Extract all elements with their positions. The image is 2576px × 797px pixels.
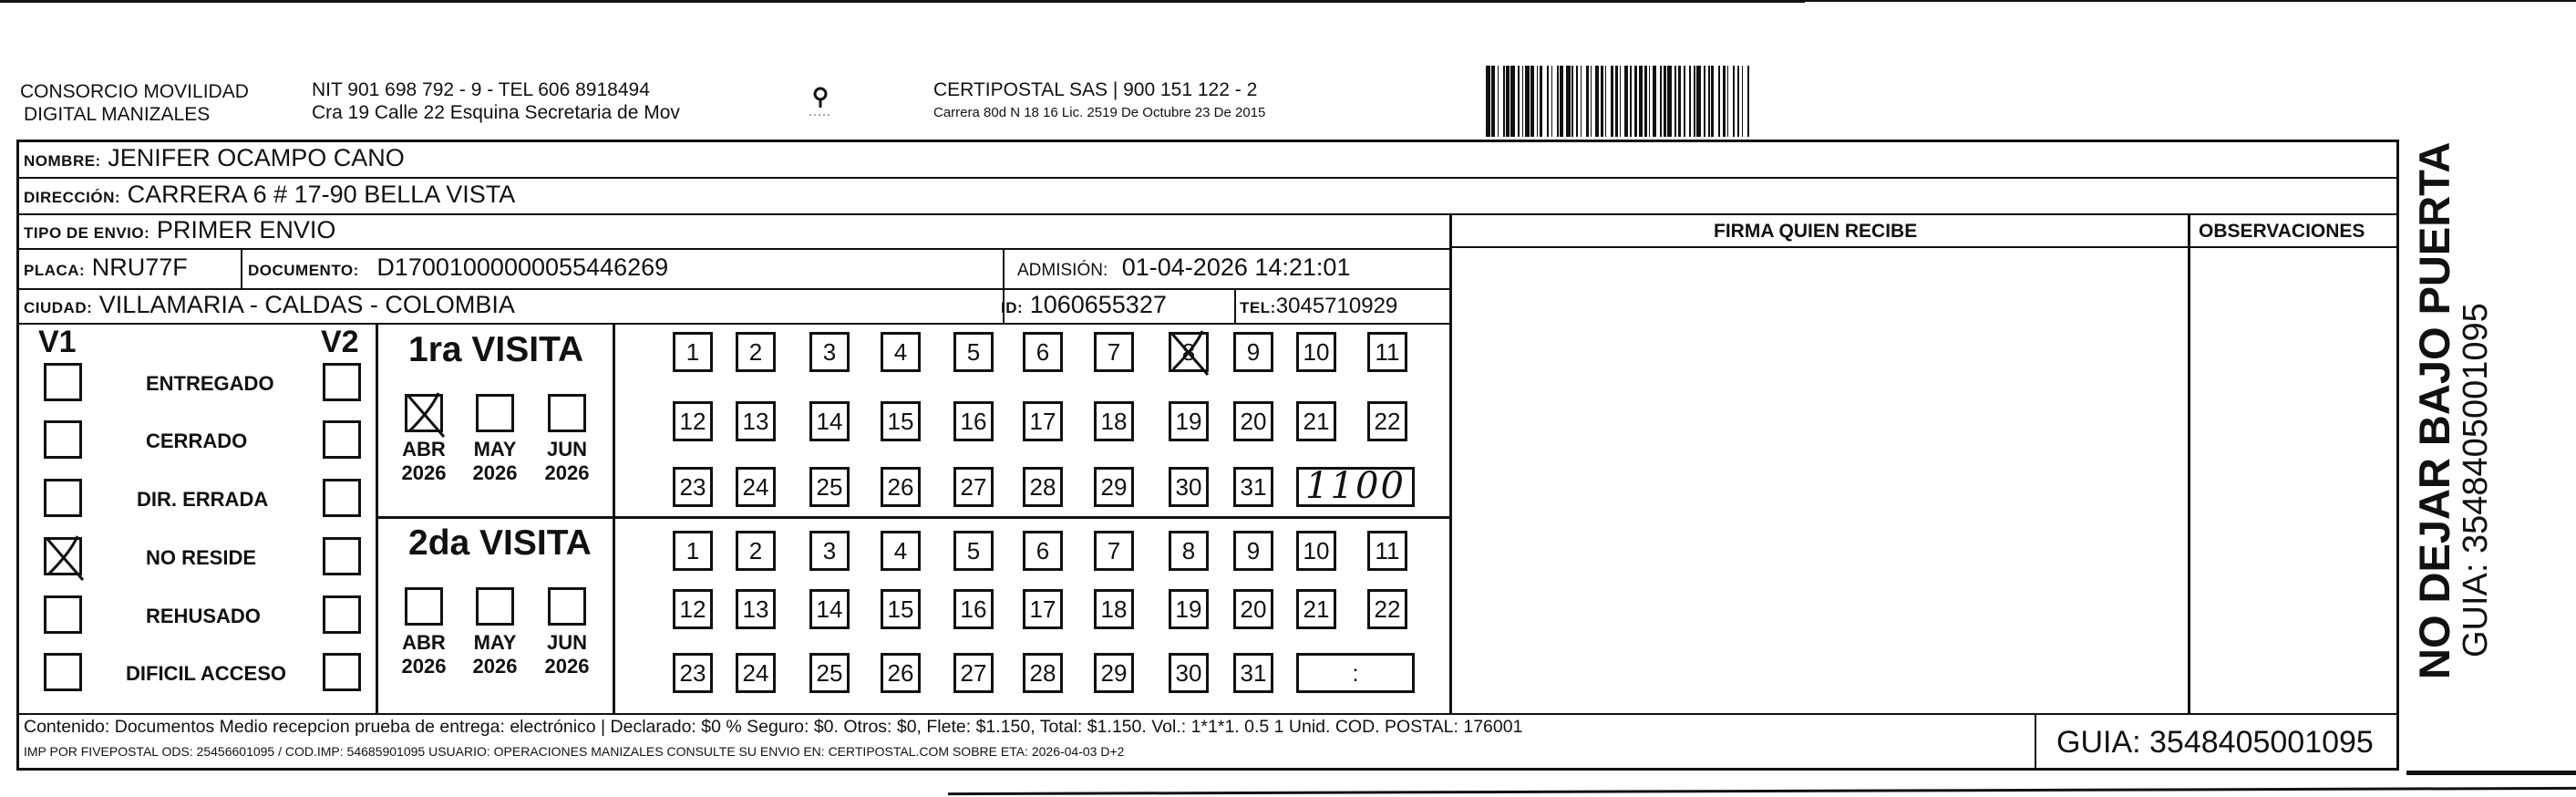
- option-label: DIFICIL ACCESO: [126, 662, 287, 685]
- second-visit-day-box[interactable]: [953, 653, 994, 693]
- ciudad-field: [24, 291, 515, 319]
- day-number: 2: [748, 338, 763, 366]
- second-visit-day-box[interactable]: [1023, 653, 1063, 693]
- firma-label: FIRMA QUIEN RECIBE: [1714, 221, 1918, 242]
- second-visit-day-box[interactable]: [1169, 589, 1209, 629]
- footer-guia: GUIA: 3548405001095: [2056, 725, 2374, 760]
- day-number: 29: [1100, 473, 1128, 501]
- row-line: [1450, 246, 2399, 248]
- day-number: 9: [1246, 537, 1261, 564]
- day-number: 7: [1107, 537, 1121, 564]
- first-visit-day-box[interactable]: [1233, 332, 1273, 372]
- tel-label: TEL:: [1240, 299, 1276, 316]
- day-number: 6: [1036, 338, 1050, 366]
- day-number: 22: [1374, 595, 1401, 623]
- first-visit-day-box[interactable]: [1023, 467, 1063, 507]
- v1-checkbox[interactable]: [44, 479, 82, 517]
- courier-line-2: Carrera 80d N 18 16 Lic. 2519 De Octubre 23 De 2015: [933, 105, 1266, 120]
- v1-label: V1: [38, 325, 77, 359]
- second-visit-day-box[interactable]: [673, 653, 713, 693]
- documento-label: DOCUMENTO:: [248, 262, 359, 279]
- first-visit-day-box[interactable]: [953, 401, 994, 441]
- v1-checkbox[interactable]: [44, 595, 82, 634]
- day-number: 14: [816, 408, 843, 435]
- v1-checkbox[interactable]: [44, 653, 82, 691]
- second-visit-day-box[interactable]: [953, 589, 994, 629]
- row-line: [16, 177, 2399, 179]
- first-visit-day-box[interactable]: [673, 401, 713, 441]
- imp-text: IMP POR FIVEPOSTAL ODS: 25456601095 / COD.IMP: 54685901095 USUARIO: OPERACIONES MANIZALES CONSULTE SU ENVIO EN: CERTIPOSTAL.COM SOBRE ETA: 2026-04-03 D+2: [24, 744, 1125, 759]
- day-number: 19: [1175, 595, 1202, 623]
- second-visit-day-box[interactable]: [1367, 589, 1407, 629]
- day-number: 27: [960, 659, 987, 687]
- v1-checkbox[interactable]: [44, 420, 82, 459]
- second-visit-day-box[interactable]: [809, 653, 850, 693]
- company-line-1: CONSORCIO MOVILIDAD: [20, 81, 249, 102]
- second-visit-day-box[interactable]: [673, 589, 713, 629]
- day-number: 27: [960, 473, 987, 501]
- day-number: 11: [1375, 537, 1400, 564]
- month-name: MAY: [473, 438, 517, 461]
- month-name: ABR: [402, 438, 446, 461]
- second-visit-day-box[interactable]: [1169, 653, 1209, 693]
- month-name: ABR: [402, 631, 446, 654]
- nombre-value: JENIFER OCAMPO CANO: [108, 144, 405, 171]
- second-visit-day-box[interactable]: [736, 653, 776, 693]
- day-number: 17: [1029, 408, 1056, 435]
- admision-field: [1017, 254, 1350, 282]
- top-edge-line: [0, 0, 1805, 3]
- nombre-row: [24, 144, 405, 172]
- day-number: 7: [1107, 338, 1121, 366]
- day-number: 26: [887, 659, 914, 687]
- month-name: MAY: [473, 631, 517, 654]
- first-visit-day-box[interactable]: [1169, 467, 1209, 507]
- first-visit-day-box[interactable]: [736, 401, 776, 441]
- second-visit-day-box[interactable]: [736, 531, 776, 571]
- day-number: 31: [1240, 473, 1267, 501]
- day-number: 15: [887, 408, 914, 435]
- bottom-edge-line: [2406, 771, 2576, 775]
- day-check-mark: [1166, 326, 1221, 380]
- second-visit-time: :: [1352, 659, 1359, 687]
- day-number: 25: [816, 659, 843, 687]
- second-visit-time-box[interactable]: [1296, 653, 1415, 693]
- first-visit-day-box[interactable]: [1296, 401, 1336, 441]
- no-dejar-bajo-puerta: NO DEJAR BAJO PUERTA: [2410, 141, 2458, 679]
- second-visit-day-box[interactable]: [1023, 589, 1063, 629]
- day-number: 2: [748, 537, 763, 564]
- v1-checkbox[interactable]: [44, 363, 82, 401]
- first-visit-month-checkbox[interactable]: [548, 394, 586, 432]
- day-number: 31: [1240, 659, 1267, 687]
- day-number: 15: [887, 595, 914, 623]
- first-visit-day-box[interactable]: [809, 332, 850, 372]
- day-number: 13: [742, 595, 769, 623]
- day-number: 14: [816, 595, 843, 623]
- first-visit-day-box[interactable]: [881, 467, 921, 507]
- day-number: 16: [960, 595, 987, 623]
- tel-value: 3045710929: [1275, 294, 1398, 318]
- first-visit-day-box[interactable]: [736, 332, 776, 372]
- ciudad-value: VILLAMARIA - CALDAS - COLOMBIA: [98, 291, 515, 318]
- first-visit-day-box[interactable]: [1094, 467, 1134, 507]
- v2-checkbox[interactable]: [323, 420, 361, 459]
- nit-line: NIT 901 698 792 - 9 - TEL 606 8918494: [312, 79, 650, 100]
- v2-checkbox[interactable]: [323, 479, 361, 517]
- second-visit-day-box[interactable]: [953, 531, 994, 571]
- second-visit-day-box[interactable]: [1169, 531, 1209, 571]
- month-label: [392, 438, 456, 485]
- ciudad-label: CIUDAD:: [24, 299, 93, 316]
- admision-value: 01-04-2026 14:21:01: [1121, 254, 1351, 281]
- tipo-value: PRIMER ENVIO: [156, 216, 336, 243]
- first-visit-day-box[interactable]: [1169, 401, 1209, 441]
- first-visit-day-box[interactable]: [1233, 467, 1273, 507]
- day-number: 12: [679, 595, 706, 623]
- second-visit-day-box[interactable]: [736, 589, 776, 629]
- day-number: 1: [685, 537, 700, 564]
- day-number: 28: [1029, 659, 1056, 687]
- second-visit-month-checkbox[interactable]: [548, 587, 586, 626]
- day-number: 10: [1303, 338, 1330, 366]
- barcode-bar: [1749, 66, 1752, 137]
- option-label: REHUSADO: [146, 605, 261, 627]
- id-label: ID:: [1001, 299, 1024, 316]
- row-line: [16, 323, 1450, 325]
- day-number: 21: [1303, 408, 1330, 435]
- first-visit-month-checkbox[interactable]: [476, 394, 514, 432]
- day-number: 4: [893, 338, 908, 366]
- day-number: 30: [1175, 659, 1202, 687]
- company-line-2: DIGITAL MANIZALES: [24, 104, 211, 125]
- visit-divider: [376, 516, 1449, 519]
- month-label: [463, 438, 527, 485]
- placa-field: [24, 254, 188, 282]
- month-year: 2026: [401, 461, 447, 484]
- first-visit-day-box[interactable]: [1233, 401, 1273, 441]
- first-visit-day-box[interactable]: [881, 401, 921, 441]
- first-visit-time-box[interactable]: [1296, 467, 1415, 507]
- day-number: 17: [1029, 595, 1056, 623]
- day-number: 9: [1246, 338, 1261, 366]
- option-label: NO RESIDE: [146, 546, 257, 569]
- address-line: Cra 19 Calle 22 Esquina Secretaria de Mov: [312, 102, 680, 123]
- contenido-text: Contenido: Documentos Medio recepcion prueba de entrega: electrónico | Declarado: $0 % Seguro: $0. Otros: $0, Flete: $1.150, Total: $1.150. Vol.: 1*1*1. 0.5 1 Unid. COD. POSTAL: 176001: [24, 717, 1523, 737]
- v2-checkbox[interactable]: [323, 653, 361, 691]
- second-visit-day-box[interactable]: [1094, 653, 1134, 693]
- month-label: [535, 438, 599, 485]
- day-number: 30: [1175, 473, 1202, 501]
- logo-icon: [802, 84, 839, 120]
- second-visit-month-checkbox[interactable]: [476, 587, 514, 626]
- col-line-guia: [2035, 713, 2036, 770]
- month-label: [392, 631, 456, 678]
- first-visit-day-box[interactable]: [1367, 332, 1407, 372]
- second-visit-day-box[interactable]: [881, 531, 921, 571]
- top-right-edge-line: [1805, 0, 2576, 2]
- day-number: 20: [1240, 595, 1267, 623]
- day-number: 28: [1029, 473, 1056, 501]
- v2-label: V2: [321, 325, 359, 359]
- col-line-tel: [1234, 288, 1236, 323]
- month-name: JUN: [546, 631, 587, 654]
- first-visit-title: 1ra VISITA: [408, 330, 584, 369]
- second-visit-day-box[interactable]: [1233, 531, 1273, 571]
- first-visit-day-box[interactable]: [953, 332, 994, 372]
- company-contact: [312, 78, 680, 124]
- side-guia: GUIA: 3548405001095: [2457, 303, 2495, 657]
- day-number: 5: [966, 338, 981, 366]
- second-visit-day-box[interactable]: [881, 589, 921, 629]
- day-number: 6: [1036, 537, 1050, 564]
- day-number: 19: [1175, 408, 1202, 435]
- month-check-mark: [402, 388, 457, 442]
- day-number: 5: [966, 537, 981, 564]
- second-visit-day-box[interactable]: [809, 589, 850, 629]
- first-visit-time: 1100: [1305, 465, 1406, 507]
- month-name: JUN: [546, 438, 587, 461]
- v2-checkbox[interactable]: [323, 595, 361, 634]
- section-line: [16, 713, 2399, 715]
- courier-info: [933, 78, 1265, 124]
- day-number: 16: [960, 408, 987, 435]
- day-number: 12: [679, 408, 706, 435]
- documento-field: [248, 254, 668, 282]
- bottom-edge-line: [948, 787, 2576, 795]
- observaciones-label: OBSERVACIONES: [2199, 221, 2365, 242]
- courier-line-1: CERTIPOSTAL SAS | 900 151 122 - 2: [933, 79, 1258, 100]
- barcode: [1486, 66, 1996, 137]
- day-number: 3: [822, 537, 837, 564]
- option-label: ENTREGADO: [146, 372, 274, 395]
- v2-checkbox[interactable]: [323, 363, 361, 401]
- direccion-value: CARRERA 6 # 17-90 BELLA VISTA: [127, 181, 516, 208]
- direccion-row: [24, 181, 515, 209]
- second-visit-day-box[interactable]: [1367, 531, 1407, 571]
- day-number: 25: [816, 473, 843, 501]
- company-name: [20, 80, 249, 126]
- option-label: CERRADO: [146, 430, 248, 452]
- second-visit-day-box[interactable]: [1296, 531, 1336, 571]
- second-visit-day-box[interactable]: [1094, 589, 1134, 629]
- day-number: 13: [742, 408, 769, 435]
- second-visit-month-checkbox[interactable]: [405, 587, 443, 626]
- day-number: 1: [685, 338, 700, 366]
- day-number: 10: [1303, 537, 1330, 564]
- documento-value: D17001000000055446269: [376, 254, 669, 281]
- row-line: [16, 213, 2399, 215]
- tipo-row: [24, 216, 335, 244]
- day-number: 8: [1181, 338, 1196, 366]
- day-number: 4: [893, 537, 908, 564]
- second-visit-title: 2da VISITA: [408, 523, 592, 563]
- direccion-label: DIRECCIÓN:: [24, 189, 121, 206]
- v1-check-mark: [41, 531, 96, 585]
- tipo-label: TIPO DE ENVIO:: [24, 224, 150, 242]
- placa-label: PLACA:: [24, 262, 86, 279]
- month-year: 2026: [472, 655, 518, 678]
- second-visit-day-box[interactable]: [1296, 589, 1336, 629]
- day-number: 18: [1100, 595, 1128, 623]
- row-line: [16, 248, 1450, 250]
- first-visit-day-box[interactable]: [1094, 401, 1134, 441]
- admision-label: ADMISIÓN:: [1017, 261, 1108, 280]
- id-value: 1060655327: [1029, 291, 1167, 318]
- day-number: 11: [1375, 338, 1400, 366]
- first-visit-day-box[interactable]: [1094, 332, 1134, 372]
- second-visit-day-box[interactable]: [1094, 531, 1134, 571]
- col-line-obs: [2188, 213, 2190, 713]
- second-visit-day-box[interactable]: [881, 653, 921, 693]
- month-label: [535, 631, 599, 678]
- first-visit-day-box[interactable]: [1296, 332, 1336, 372]
- month-year: 2026: [401, 655, 447, 678]
- day-number: 23: [679, 659, 706, 687]
- placa-value: NRU77F: [91, 254, 188, 281]
- nombre-label: NOMBRE:: [24, 152, 101, 170]
- first-visit-day-box[interactable]: [736, 467, 776, 507]
- day-number: 8: [1181, 537, 1196, 564]
- first-visit-day-box[interactable]: [1023, 401, 1063, 441]
- option-label: DIR. ERRADA: [137, 488, 269, 511]
- day-number: 26: [887, 473, 914, 501]
- month-label: [463, 631, 527, 678]
- month-year: 2026: [544, 461, 590, 484]
- day-number: 24: [742, 473, 769, 501]
- second-visit-day-box[interactable]: [1233, 653, 1273, 693]
- first-visit-day-box[interactable]: [881, 332, 921, 372]
- second-visit-day-box[interactable]: [809, 531, 850, 571]
- v2-checkbox[interactable]: [323, 537, 361, 575]
- col-line-doc: [241, 250, 242, 288]
- col-line-firma: [1449, 213, 1452, 713]
- first-visit-day-box[interactable]: [1169, 332, 1209, 372]
- day-number: 29: [1100, 659, 1128, 687]
- second-visit-day-box[interactable]: [1233, 589, 1273, 629]
- day-number: 18: [1100, 408, 1128, 435]
- day-number: 22: [1374, 408, 1401, 435]
- month-year: 2026: [472, 461, 518, 484]
- first-visit-day-box[interactable]: [809, 401, 850, 441]
- day-number: 23: [679, 473, 706, 501]
- tel-field: [1240, 294, 1397, 319]
- v1-checkbox[interactable]: [44, 537, 82, 575]
- day-number: 24: [742, 659, 769, 687]
- first-visit-day-box[interactable]: [1023, 332, 1063, 372]
- side-warning: [2412, 142, 2494, 679]
- first-visit-day-box[interactable]: [953, 467, 994, 507]
- day-number: 20: [1240, 408, 1267, 435]
- second-visit-day-box[interactable]: [1023, 531, 1063, 571]
- day-number: 3: [822, 338, 837, 366]
- id-field: [1001, 291, 1167, 319]
- second-visit-day-box[interactable]: [673, 531, 713, 571]
- first-visit-day-box[interactable]: [1367, 401, 1407, 441]
- day-number: 21: [1303, 595, 1330, 623]
- first-visit-day-box[interactable]: [673, 467, 713, 507]
- month-year: 2026: [544, 655, 590, 678]
- first-visit-month-checkbox[interactable]: [405, 394, 443, 432]
- first-visit-day-box[interactable]: [673, 332, 713, 372]
- first-visit-day-box[interactable]: [809, 467, 850, 507]
